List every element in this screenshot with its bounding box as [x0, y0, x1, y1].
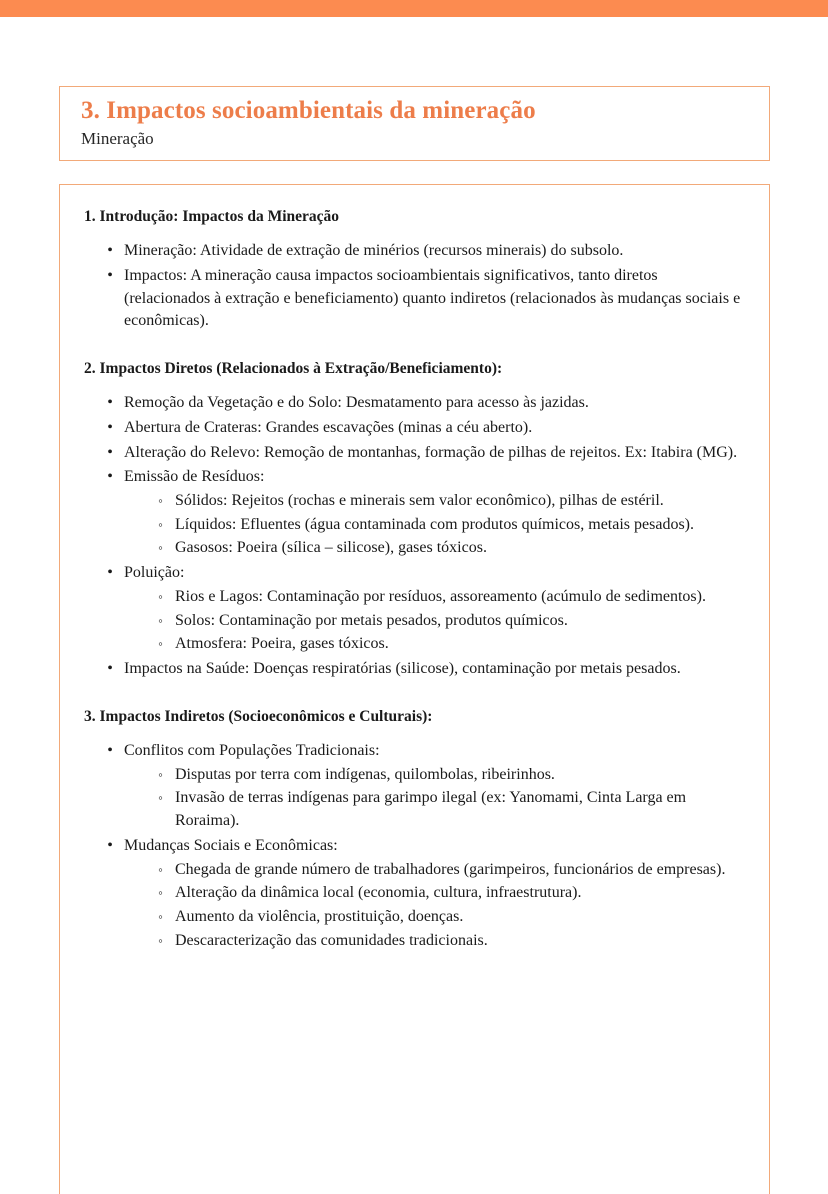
- list-item: [101, 442, 745, 465]
- list-item: [101, 835, 745, 953]
- document-page: [0, 17, 828, 1171]
- list-item-text: Conflitos com Populações Tradicionais:: [124, 741, 380, 759]
- sub-list-item-text: Gasosos: Poeira (sílica – silicose), gases tóxicos.: [175, 539, 487, 557]
- document-header-box: [59, 86, 770, 161]
- list-item-text: Abertura de Crateras: Grandes escavações (minas a céu aberto).: [124, 418, 533, 436]
- list-item-text: Impactos na Saúde: Doenças respiratórias (silicose), contaminação por metais pesados.: [124, 660, 681, 678]
- sub-list-item-text: Líquidos: Efluentes (água contaminada com produtos químicos, metais pesados).: [175, 515, 694, 533]
- bullet-icon: •: [107, 564, 113, 582]
- section-heading: 3. Impactos Indiretos (Socioeconômicos e Culturais):: [84, 707, 433, 725]
- list-item-text: Alteração do Relevo: Remoção de montanhas, formação de pilhas de rejeitos. Ex: Itabira (MG).: [124, 443, 738, 461]
- document-content: [60, 185, 769, 952]
- sub-list-item-text: Chegada de grande número de trabalhadores (garimpeiros, funcionários de empresas).: [175, 860, 726, 878]
- hollow-bullet-icon: ◦: [158, 885, 163, 901]
- list-item-text: Mudanças Sociais e Econômicas:: [124, 836, 338, 854]
- sub-bullet-list: [124, 586, 745, 656]
- hollow-bullet-icon: ◦: [158, 516, 163, 532]
- sub-list-item: [152, 906, 745, 929]
- list-item-text: Mineração: Atividade de extração de minérios (recursos minerais) do subsolo.: [124, 242, 624, 260]
- sub-bullet-list: [124, 490, 745, 560]
- list-item: [101, 658, 745, 681]
- hollow-bullet-icon: ◦: [158, 932, 163, 948]
- hollow-bullet-icon: ◦: [158, 908, 163, 924]
- list-item: [101, 466, 745, 560]
- sub-bullet-list: [124, 764, 745, 833]
- sub-list-item-text: Disputas por terra com indígenas, quilombolas, ribeirinhos.: [175, 765, 555, 783]
- sub-list-item-text: Solos: Contaminação por metais pesados, produtos químicos.: [175, 611, 568, 629]
- sub-list-item: [152, 787, 745, 832]
- hollow-bullet-icon: ◦: [158, 493, 163, 509]
- hollow-bullet-icon: ◦: [158, 861, 163, 877]
- list-item: [101, 392, 745, 415]
- list-item-text: Remoção da Vegetação e do Solo: Desmatamento para acesso às jazidas.: [124, 394, 589, 412]
- section-heading: 1. Introdução: Impactos da Mineração: [84, 208, 340, 225]
- page-title: 3. Impactos socioambientais da mineração: [81, 97, 536, 124]
- bullet-icon: •: [107, 660, 113, 678]
- bullet-list: [84, 392, 745, 681]
- sub-list-item: [152, 882, 745, 905]
- sub-list-item-text: Rios e Lagos: Contaminação por resíduos, assoreamento (acúmulo de sedimentos).: [175, 587, 706, 605]
- sub-list-item-text: Aumento da violência, prostituição, doenças.: [175, 907, 464, 925]
- hollow-bullet-icon: ◦: [158, 588, 163, 604]
- hollow-bullet-icon: ◦: [158, 540, 163, 556]
- top-accent-bar: [0, 0, 828, 17]
- sub-list-item: [152, 930, 745, 953]
- bullet-icon: •: [107, 741, 113, 759]
- sub-list-item: [152, 633, 745, 656]
- bullet-icon: •: [107, 394, 113, 412]
- bullet-list: [84, 740, 745, 952]
- sub-list-item-text: Descaracterização das comunidades tradicionais.: [175, 931, 488, 949]
- hollow-bullet-icon: ◦: [158, 790, 163, 806]
- list-item: [101, 740, 745, 833]
- sub-list-item: [152, 610, 745, 633]
- sub-list-item-text: Alteração da dinâmica local (economia, cultura, infraestrutura).: [175, 884, 582, 902]
- section: [84, 359, 745, 681]
- sub-list-item: [152, 586, 745, 609]
- bullet-icon: •: [107, 266, 113, 284]
- page-subtitle: Mineração: [81, 128, 154, 148]
- sub-list-item: [152, 537, 745, 560]
- sub-bullet-list: [124, 859, 745, 953]
- sub-list-item: [152, 764, 745, 787]
- bullet-icon: •: [107, 242, 113, 260]
- hollow-bullet-icon: ◦: [158, 636, 163, 652]
- sub-list-item-text: Invasão de terras indígenas para garimpo ilegal (ex: Yanomami, Cinta Larga em Roraima).: [175, 789, 687, 830]
- list-item-text: Poluição:: [124, 564, 185, 582]
- hollow-bullet-icon: ◦: [158, 612, 163, 628]
- sub-list-item-text: Atmosfera: Poeira, gases tóxicos.: [175, 635, 389, 653]
- hollow-bullet-icon: ◦: [158, 766, 163, 782]
- list-item: [101, 417, 745, 440]
- list-item: [101, 240, 745, 263]
- section: [84, 707, 745, 953]
- sub-list-item: [152, 514, 745, 537]
- list-item-text: Emissão de Resíduos:: [124, 468, 265, 486]
- list-item: [101, 265, 745, 333]
- bullet-icon: •: [107, 418, 113, 436]
- document-content-box: [59, 184, 770, 1194]
- section: [84, 207, 745, 333]
- bullet-icon: •: [107, 443, 113, 461]
- sub-list-item-text: Sólidos: Rejeitos (rochas e minerais sem valor econômico), pilhas de estéril.: [175, 492, 664, 510]
- sub-list-item: [152, 490, 745, 513]
- bullet-icon: •: [107, 836, 113, 854]
- list-item: [101, 562, 745, 656]
- section-heading: 2. Impactos Diretos (Relacionados à Extração/Beneficiamento):: [84, 360, 503, 378]
- sub-list-item: [152, 859, 745, 882]
- bullet-list: [84, 240, 745, 333]
- bullet-icon: •: [107, 468, 113, 486]
- list-item-text: Impactos: A mineração causa impactos socioambientais significativos, tanto diretos (relacionados à extração e beneficiamento) quanto indiretos (relacionados às mudanças sociais e econômicas).: [124, 266, 741, 330]
- document-header-inner: [60, 87, 769, 149]
